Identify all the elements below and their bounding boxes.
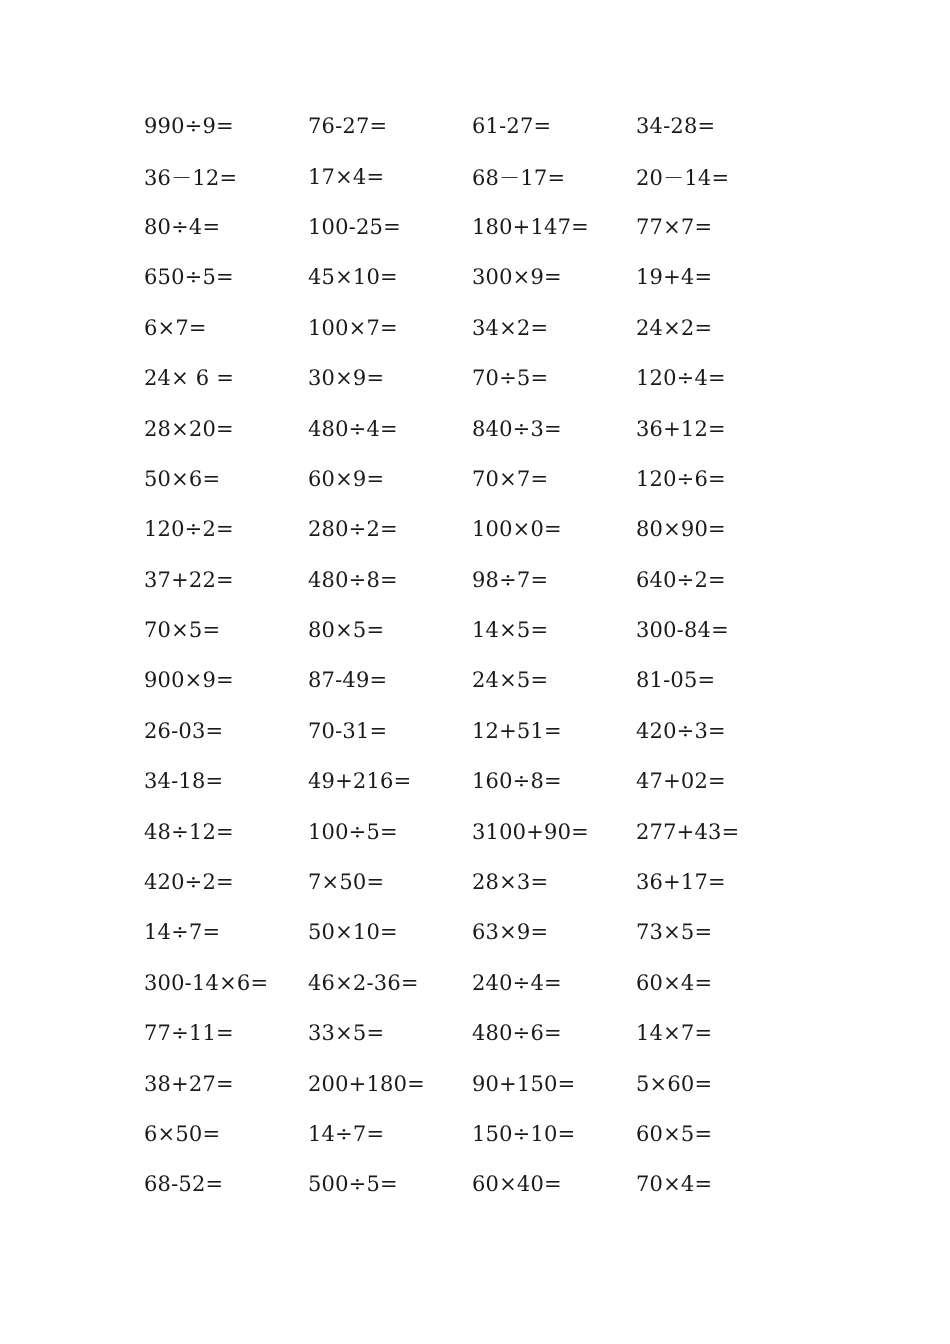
math-problem: 640÷2= (636, 567, 726, 592)
math-problem: 38+27= (144, 1071, 234, 1096)
math-problem: 70-31= (308, 718, 388, 743)
problem-row (144, 907, 824, 957)
math-problem: 70×7= (472, 466, 549, 491)
math-problem: 7×50= (308, 870, 385, 895)
math-problem: 100×7= (308, 315, 398, 340)
math-problem: 60×40= (472, 1172, 562, 1197)
math-problem: 46×2-36= (308, 970, 419, 995)
math-problem: 300-84= (636, 618, 729, 643)
problem-row (144, 1058, 824, 1108)
problem-row (144, 353, 824, 403)
math-problem: 24×5= (472, 668, 549, 693)
math-problem: 37+22= (144, 567, 234, 592)
math-problem: 17×4= (308, 164, 385, 189)
math-problem: 6×50= (144, 1122, 221, 1146)
math-problem: 87-49= (308, 668, 388, 693)
math-problem: 70×5= (144, 618, 221, 643)
math-problem: 14×5= (472, 618, 549, 643)
problem-row (144, 403, 824, 453)
math-problem: 60×5= (636, 1122, 713, 1146)
math-problem: 6×7= (144, 315, 207, 340)
math-problem: 480÷8= (308, 567, 398, 592)
math-problem: 12+51= (472, 718, 562, 743)
math-problem: 3100+90= (472, 819, 589, 844)
problem-row (144, 555, 824, 605)
math-problem: 81-05= (636, 668, 716, 693)
problem-row (144, 857, 824, 907)
math-problem: 50×6= (144, 466, 221, 491)
problem-row (144, 806, 824, 856)
math-problem: 70÷5= (472, 366, 549, 391)
math-problem: 90+150= (472, 1071, 576, 1096)
math-problem: 77×7= (636, 214, 713, 239)
math-problem: 200+180= (308, 1071, 425, 1096)
math-problem: 36+12= (636, 416, 726, 441)
problem-row (144, 605, 824, 655)
math-problem: 24× 6 = (144, 366, 235, 391)
math-problem: 420÷3= (636, 718, 726, 743)
math-problem: 100-25= (308, 214, 401, 239)
problem-row (144, 151, 824, 201)
problem-row (144, 252, 824, 302)
math-problem: 840÷3= (472, 416, 562, 441)
math-problem: 80÷4= (144, 214, 221, 239)
math-problem: 77÷11= (144, 1021, 234, 1046)
math-problem: 240÷4= (472, 970, 562, 995)
math-problem: 14÷7= (144, 920, 221, 945)
math-problem: 14÷7= (308, 1122, 385, 1146)
problem-row (144, 504, 824, 554)
math-problem: 500÷5= (308, 1172, 398, 1197)
math-problem: 76-27= (308, 114, 388, 139)
math-problem: 120÷4= (636, 366, 726, 391)
math-problem: 650÷5= (144, 265, 234, 290)
problem-row (144, 706, 824, 756)
problem-row (144, 756, 824, 806)
problem-row (144, 1159, 824, 1209)
problem-row (144, 202, 824, 252)
math-problem: 28×20= (144, 416, 234, 441)
math-problem: 180+147= (472, 214, 589, 239)
math-problem: 61-27= (472, 114, 552, 139)
math-problem: 26-03= (144, 718, 224, 743)
math-problem: 100×0= (472, 517, 562, 542)
problem-row (144, 958, 824, 1008)
math-problem: 480÷6= (472, 1021, 562, 1046)
math-problem: 70×4= (636, 1172, 713, 1197)
problem-row (144, 1109, 824, 1159)
math-problem: 300-14×6= (144, 970, 269, 995)
math-problem: 100÷5= (308, 819, 398, 844)
math-problem: 34-18= (144, 769, 224, 794)
problem-row (144, 303, 824, 353)
problem-grid (144, 101, 824, 1210)
math-problem: 150÷10= (472, 1122, 576, 1146)
math-problem: 14×7= (636, 1021, 713, 1046)
math-problem: 68-52= (144, 1172, 224, 1197)
math-problem: 420÷2= (144, 870, 234, 895)
math-problem: 60×9= (308, 466, 385, 491)
math-problem: 990÷9= (144, 114, 234, 139)
math-problem: 28×3= (472, 870, 549, 895)
problem-row (144, 454, 824, 504)
math-problem: 98÷7= (472, 567, 549, 592)
math-problem: 19+4= (636, 265, 713, 290)
math-problem: 50×10= (308, 920, 398, 945)
math-problem: 80×5= (308, 618, 385, 643)
math-problem: 30×9= (308, 366, 385, 391)
math-problem: 160÷8= (472, 769, 562, 794)
math-problem: 20－14= (636, 165, 730, 190)
math-problem: 5×60= (636, 1071, 713, 1096)
math-problem: 73×5= (636, 920, 713, 945)
math-problem: 49+216= (308, 769, 412, 794)
math-problem: 280÷2= (308, 517, 398, 542)
math-problem: 36－12= (144, 165, 238, 190)
math-problem: 48÷12= (144, 819, 234, 844)
math-problem: 277+43= (636, 819, 740, 844)
problem-row (144, 101, 824, 151)
math-problem: 34-28= (636, 114, 716, 139)
math-problem: 33×5= (308, 1021, 385, 1046)
math-problem: 300×9= (472, 265, 562, 290)
math-problem: 47+02= (636, 769, 726, 794)
math-problem: 120÷6= (636, 466, 726, 491)
problem-row (144, 1008, 824, 1058)
math-problem: 34×2= (472, 315, 549, 340)
math-problem: 24×2= (636, 315, 713, 340)
math-problem: 900×9= (144, 668, 234, 693)
problem-row (144, 655, 824, 705)
math-problem: 63×9= (472, 920, 549, 945)
math-problem: 45×10= (308, 265, 398, 290)
math-problem: 68－17= (472, 165, 566, 190)
math-problem: 60×4= (636, 970, 713, 995)
math-problem: 36+17= (636, 870, 726, 895)
math-problem: 120÷2= (144, 517, 234, 542)
math-problem: 80×90= (636, 517, 726, 542)
math-problem: 480÷4= (308, 416, 398, 441)
